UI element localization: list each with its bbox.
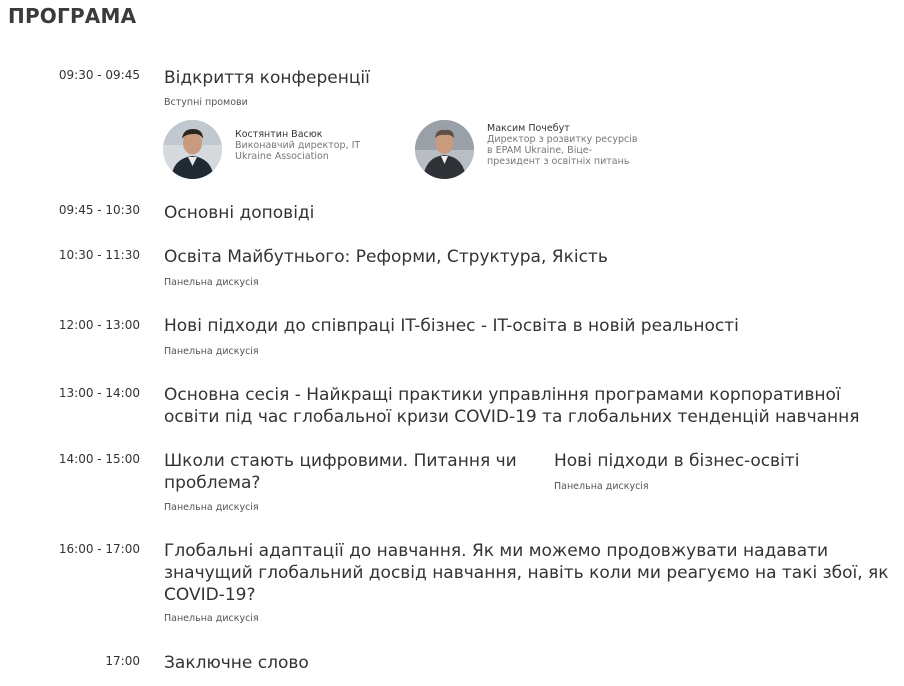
- session-subtitle: Панельна дискусія: [164, 346, 259, 357]
- speaker-role: Виконавчий директор, IT: [235, 139, 361, 151]
- page-title: ПРОГРАМА: [8, 4, 137, 28]
- session-title[interactable]: Відкриття конференції: [164, 68, 370, 88]
- session-title-line: Школи стають цифровими. Питання чи: [164, 451, 517, 471]
- session-time: 12:00 - 13:00: [58, 318, 140, 332]
- speaker-role: в EPAM Ukraine, Віце-: [487, 145, 593, 156]
- session-title[interactable]: Нові підходи до співпраці IT-бізнес - IT-освіта в новій реальності: [164, 316, 739, 336]
- session-time: 14:00 - 15:00: [58, 452, 140, 466]
- speaker-role: Директор з розвитку ресурсів: [487, 134, 638, 145]
- session-title-line: освіти під час глобальної кризи COVID-19 та глобальних тенденцій навчання: [164, 407, 860, 427]
- speaker-avatar: [415, 120, 474, 179]
- session-title-line: значущий глобальний досвід навчання, навіть коли ми реагуємо на такі збої, як: [164, 563, 889, 583]
- session-subtitle: Панельна дискусія: [164, 502, 259, 513]
- session-title[interactable]: Освіта Майбутнього: Реформи, Структура, Якість: [164, 247, 608, 267]
- session-title[interactable]: [164, 450, 517, 494]
- speaker-card[interactable]: [163, 120, 360, 179]
- session-time: 10:30 - 11:30: [58, 248, 140, 262]
- session-time: 09:45 - 10:30: [58, 203, 140, 217]
- speaker-avatar: [163, 120, 222, 179]
- session-title-line: COVID-19?: [164, 585, 256, 605]
- session-title-line: Основна сесія - Найкращі практики управління програмами корпоративної: [164, 385, 841, 405]
- session-title-line: Глобальні адаптації до навчання. Як ми можемо продовжувати надавати: [164, 541, 829, 561]
- session-subtitle: Вступні промови: [164, 97, 248, 108]
- session-subtitle: Панельна дискусія: [164, 277, 259, 288]
- session-time: 17:00: [105, 654, 140, 668]
- session-time: 16:00 - 17:00: [58, 542, 140, 556]
- session-time: 13:00 - 14:00: [58, 386, 140, 400]
- session-title[interactable]: Нові підходи в бізнес-освіті: [554, 451, 800, 471]
- session-title[interactable]: [164, 384, 860, 428]
- session-subtitle: Панельна дискусія: [554, 481, 649, 492]
- speaker-role: президент з освітніх питань: [487, 156, 630, 167]
- session-title[interactable]: Заключне слово: [164, 653, 309, 673]
- speaker-name: Костянтин Васюк: [235, 128, 323, 140]
- speaker-role: Ukraine Association: [235, 150, 329, 162]
- session-subtitle: Панельна дискусія: [164, 613, 259, 624]
- session-title-line: проблема?: [164, 473, 261, 493]
- speaker-card[interactable]: [415, 120, 637, 179]
- session-title[interactable]: [164, 540, 889, 606]
- speaker-name: Максим Почебут: [487, 123, 570, 134]
- session-time: 09:30 - 09:45: [58, 68, 140, 82]
- session-title[interactable]: Основні доповіді: [164, 203, 315, 223]
